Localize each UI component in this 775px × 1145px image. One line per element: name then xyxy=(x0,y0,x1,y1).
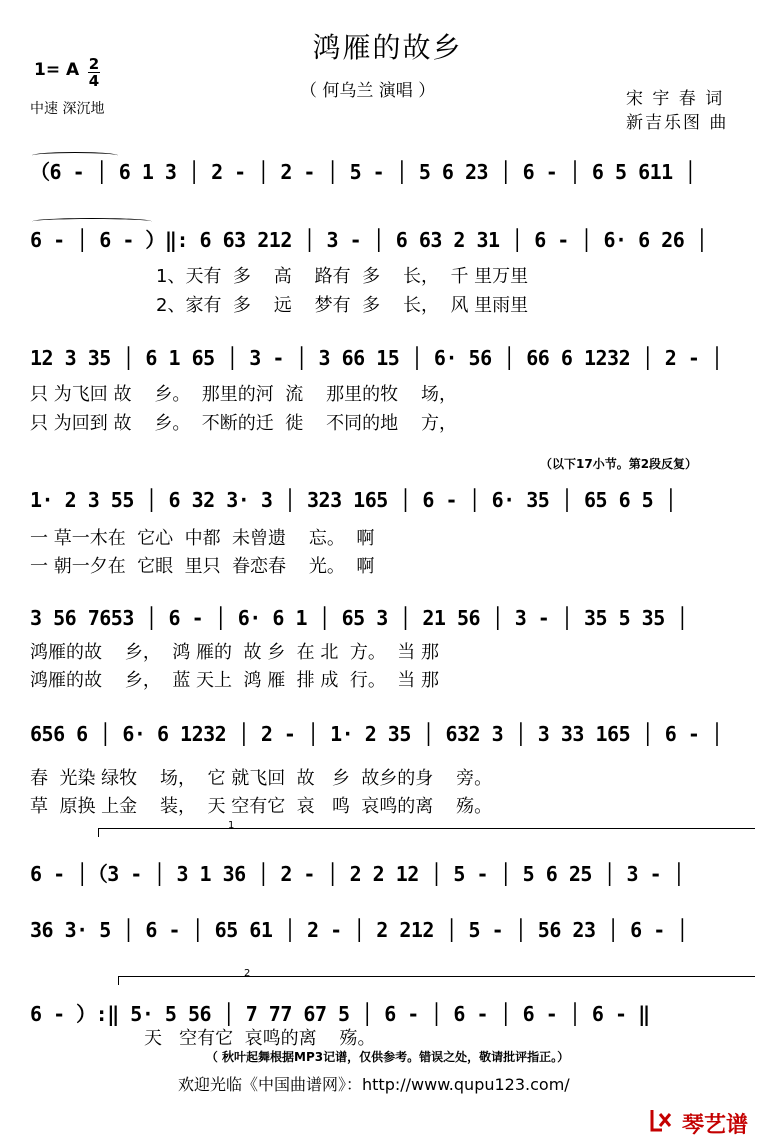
time-signature-top: 2 xyxy=(88,55,100,73)
logo-text: 琴艺谱 xyxy=(682,1113,749,1138)
performer-subtitle: （ 何乌兰 演唱 ） xyxy=(300,81,436,101)
volta-bracket-1 xyxy=(98,828,755,837)
lyric-line-4-verse-2: 一 朝一夕在 它眼 里只 眷恋春 光。 啊 xyxy=(30,556,375,577)
lyric-line-6-verse-2: 草 原换 上金 装， 天 空有它 哀 鸣 哀鸣的离 殇。 xyxy=(30,796,493,817)
volta-bracket-2 xyxy=(118,976,755,985)
lyric-line-2-verse-1: 1、天有 多 高 路有 多 长， 千 里万里 xyxy=(156,266,529,287)
score-line-7 xyxy=(30,852,758,892)
score-line-9 xyxy=(30,992,758,1032)
time-signature xyxy=(88,56,100,89)
notation-line-1: （6 - │ 6 1 3 │ 2 - │ 2 - │ 5 - │ 5 6 23 │ 6 - │ 6 5 611 │ xyxy=(30,160,696,184)
page-title: 鸿雁的故乡 xyxy=(312,31,463,64)
lyric-line-6-verse-1: 春 光染 绿牧 场， 它 就飞回 故 乡 故乡的身 旁。 xyxy=(30,768,493,789)
notation-line-9: 6 - ）:‖ 5· 5 56 │ 7 77 67 5 │ 6 - │ 6 - │ 6 - │ 6 - ‖ xyxy=(30,1002,650,1026)
score-line-8 xyxy=(30,912,758,952)
site-logo[interactable] xyxy=(648,1106,768,1138)
notation-line-7: 6 - │（3 - │ 3 1 36 │ 2 - │ 2 2 12 │ 5 - │ 5 6 25 │ 3 - │ xyxy=(30,862,685,886)
logo-icon xyxy=(648,1106,676,1134)
lyric-line-2-verse-2: 2、家有 多 远 梦有 多 长， 风 里雨里 xyxy=(156,295,529,316)
time-signature-bottom: 4 xyxy=(88,72,100,90)
score-line-2 xyxy=(30,218,758,258)
notation-line-3: 12 3 35 │ 6 1 65 │ 3 - │ 3 66 15 │ 6· 56 │ 66 6 1232 │ 2 - │ xyxy=(30,346,723,370)
notation-line-8: 36 3· 5 │ 6 - │ 65 61 │ 2 - │ 2 212 │ 5 - │ 56 23 │ 6 - │ xyxy=(30,918,688,942)
notation-line-6: 656 6 │ 6· 6 1232 │ 2 - │ 1· 2 35 │ 632 3 │ 3 33 165 │ 6 - │ xyxy=(30,722,723,746)
key-signature: 1= A xyxy=(34,60,80,80)
lyric-line-4-verse-1: 一 草一木在 它心 中都 未曾遗 忘。 啊 xyxy=(30,528,375,549)
notation-line-5: 3 56 7653 │ 6 - │ 6· 6 1 │ 65 3 │ 21 56 │ 3 - │ 35 5 35 │ xyxy=(30,606,688,630)
volta-number-2: 2 xyxy=(244,968,251,979)
volta-number-1: 1 xyxy=(228,820,235,831)
lyric-line-3-verse-1: 只 为飞回 故 乡。 那里的河 流 那里的牧 场， xyxy=(30,384,457,405)
lyric-line-9: 天 空有它 哀鸣的离 殇。 xyxy=(144,1028,376,1049)
score-line-5 xyxy=(30,600,758,640)
lyricist-credit: 宋 宇 春 词 xyxy=(626,89,725,109)
site-link[interactable]: 欢迎光临《中国曲谱网》：http://www.qupu123.com/ xyxy=(178,1075,570,1094)
score-line-3 xyxy=(30,340,758,380)
lyric-line-5-verse-2: 鸿雁的故 乡， 蓝 天上 鸿 雁 排 成 行。 当 那 xyxy=(30,670,439,691)
tempo-marking: 中速 深沉地 xyxy=(30,101,105,117)
composer-credit: 新吉乐图 曲 xyxy=(626,113,729,133)
lyric-line-3-verse-2: 只 为回到 故 乡。 不断的迁 徙 不同的地 方， xyxy=(30,413,457,434)
score-line-6 xyxy=(30,716,758,756)
notation-line-4: 1· 2 3 55 │ 6 32 3· 3 │ 323 165 │ 6 - │ 6· 35 │ 65 6 5 │ xyxy=(30,488,677,512)
transcription-note: （ 秋叶起舞根据MP3记谱，仅供参考。错误之处，敬请批评指正。） xyxy=(205,1050,570,1064)
lyric-line-5-verse-1: 鸿雁的故 乡， 鸿 雁的 故 乡 在 北 方。 当 那 xyxy=(30,642,439,663)
score-line-4 xyxy=(30,482,758,522)
score-line-1 xyxy=(30,150,758,190)
notation-line-2: 6 - │ 6 - ）‖: 6 63 212 │ 3 - │ 6 63 2 31 │ 6 - │ 6· 6 26 │ xyxy=(30,228,708,252)
repeat-note: （以下17小节。第2段反复） xyxy=(540,457,698,471)
